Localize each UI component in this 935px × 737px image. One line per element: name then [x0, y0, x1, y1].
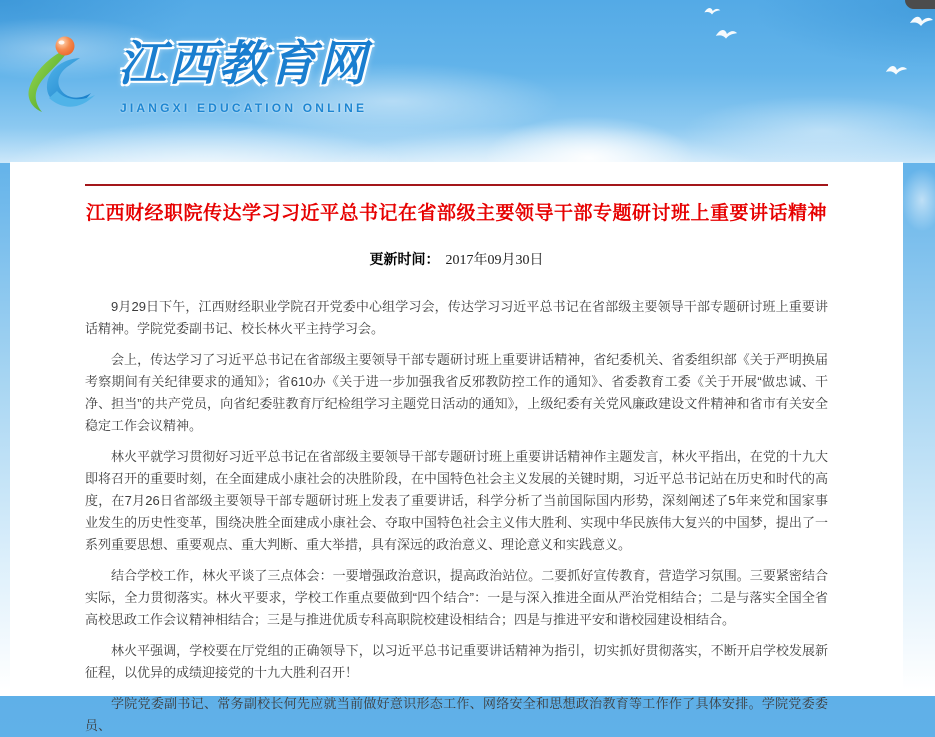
title-divider [85, 184, 828, 186]
jc-logo-icon [18, 34, 96, 125]
article-meta [85, 249, 828, 269]
article-paragraph: 结合学校工作，林火平谈了三点体会：一要增强政治意识，提高政治站位。二要抓好宣传教育，营造学习氛围。三要紧密结合实际，全力贯彻落实。林火平要求，学校工作重点要做到“四个结合”：一是与深入推进全面从严治党相结合；二是与落实全国全省高校思政工作会议精神相结合；三是与推进优质专科高职院校建设相结合；四是与推进平安和谐校园建设相结合。 [85, 568, 828, 627]
article-paragraph: 林火平强调，学校要在厅党组的正确领导下，以习近平总书记重要讲话精神为指引，切实抓好贯彻落实，不断开启学校发展新征程，以优异的成绩迎接党的十九大胜利召开！ [85, 643, 828, 680]
article-paragraph: 9月29日下午，江西财经职业学院召开党委中心组学习会，传达学习习近平总书记在省部级主要领导干部专题研讨班上重要讲话精神。学院党委副书记、校长林火平主持学习会。 [85, 299, 828, 336]
dove-icon [908, 12, 934, 30]
site-subtitle: JIANGXI EDUCATION ONLINE [120, 101, 368, 115]
site-header [0, 0, 935, 163]
dove-icon [714, 26, 738, 42]
article-body [85, 296, 828, 737]
site-logo-link[interactable] [18, 34, 368, 125]
dove-icon [703, 5, 721, 17]
article-container [10, 162, 903, 733]
article-paragraph: 学院党委副书记、常务副校长何先应就当前做好意识形态工作、网络安全和思想政治教育等工作作了具体安排。学院党委委员、 [85, 696, 828, 733]
screenshot-corner-artifact [905, 0, 935, 9]
dove-icon [884, 62, 908, 78]
update-time-label: 更新时间： [369, 251, 440, 267]
update-time-value: 2017年09月30日 [445, 253, 544, 268]
site-name: 江西教育网 [118, 38, 369, 91]
article-paragraph: 会上，传达学习了习近平总书记在省部级主要领导干部专题研讨班上重要讲话精神，省纪委机关、省委组织部《关于严明换届考察期间有关纪律要求的通知》；省610办《关于进一步加强我省反邪教防控工作的通知》、省委教育工委《关于开展“做忠诚、干净、担当”的共产党员，向省纪委驻教育厅纪检组学习主题党日活动的通知》，上级纪委有关党风廉政建设文件精神和省市有关安全稳定工作会议精神。 [85, 352, 828, 433]
article-paragraph: 林火平就学习贯彻好习近平总书记在省部级主要领导干部专题研讨班上重要讲话精神作主题发言，林火平指出，在党的十九大即将召开的重要时刻，在全面建成小康社会的决胜阶段，在中国特色社会主义发展的关键时期，习近平总书记站在历史和时代的高度，在7月26日省部级主要领导干部专题研讨班上发表了重要讲话，科学分析了当前国际国内形势，深刻阐述了5年来党和国家事业发生的历史性变革，围绕决胜全面建成小康社会、夺取中国特色社会主义伟大胜利、实现中华民族伟大复兴的中国梦，提出了一系列重要思想、重要观点、重大判断、重大举措，具有深远的政治意义、理论意义和实践意义。 [85, 449, 828, 552]
article-title: 江西财经职院传达学习习近平总书记在省部级主要领导干部专题研讨班上重要讲话精神 [85, 203, 827, 224]
